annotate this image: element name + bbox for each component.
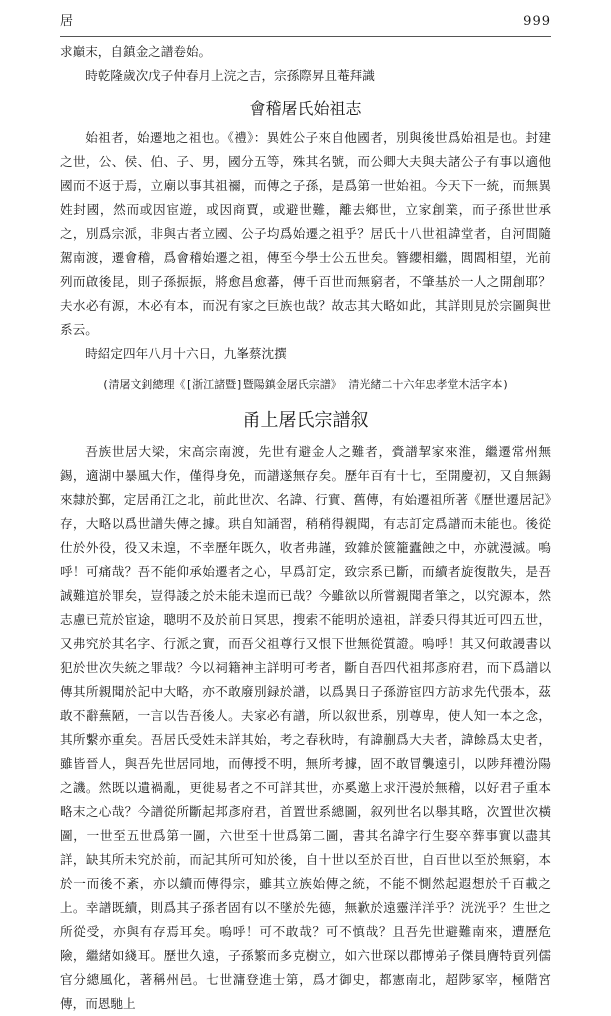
section-body-yongshang: 吾族世居大梁，宋高宗南渡，先世有避金人之難者，賫譜挈家來淮，繼遷常州無錫，適湖中暴風大作，僅得身免，而譜遂無存矣。歷年百有十七，至開慶初，又自無錫來隸於鄞，定居甬江之北，前此世次、名諱、行實、舊傳，有始遷祖所著《歷世遷居記》存，大略以爲世譜失傳之據。珙自知誦習，稍稍得親聞，有志訂定爲譜而未能也。後從仕於外役，役又未遑，不幸歷年既久，收者弗謹，致雜於篋籠蠹蝕之中，亦就漫滅。嗚呼！可痛哉？吾不能仰承始遷者之心，早爲訂定，致宗系已斷，而續者旋復散失，是吾誠難逭於罪矣，豈得諉之於未能未遑而已哉？今雖欲以所嘗親聞者筆之，以究源本，然志慮已荒於宦途，聰明不及於前日冥思，搜索不能明於遠祖，詳委只得其近可四五世，又弗究於其名字、行派之實，而吾父祖尊行又恨下世無從質證。嗚呼！其又何敢謾書以犯於世次失統之罪哉？今以祠籍神主詳明可考者，斷自吾四代祖邦彥府君，而下爲譜以傳其所親聞於記中大略，亦不敢廢別録於譜，以爲異日子孫游宦四方訪求先代張本，茲敢不辭蕪陋，一言以告吾後人。夫家必有譜，所以叙世系，別尊卑，使人知一本之念，其所繫亦重矣。吾居氏受姓未詳其始，考之春秋時，有諱蒯爲大夫者，諱餘爲太史者，雖皆晉人，與吾先世居同地，而傳授不明，無所考據，固不敢冒襲遠引，以陟拜禮汾陽之譏。然既以遺禍亂，更徙易者之不可詳其世，亦奚邀上求汗漫於無稽，以好君子重本略末之心哉？今譜從所斷起邦彥府君，首置世系總圖，叙列世名以舉其略，次置世次橫圖，一世至五世爲第一圖，六世至十世爲第二圖，書其名諱字行生娶卒葬事實以盡其詳，缺其所未究於前，而記其所可知於後，自十世以至於百世，自百世以至於無窮，本於一而後不紊，亦以續而傳得宗，雖其立族始傳之統，不能不惻然起遐想於千百載之上。幸譜既續，則爲其子孫者固有以不墜於先德，無歉於遠靈洋洋乎？洸洸乎？生世之所從受，亦與有存焉耳矣。嗚呼！可不敢哉？可不慎哉？且吾先世避難南來，遭歷危險，繼緒如綫耳。歷世久遠，子孫繁而多克樹立，如六世琛以郡博弟子傑員膺特貢列儒官分總風化，著稱州邑。七世滽登進士第，爲才御史，都憲南北，超陟冢宰，極階宮傳，而恩馳上 — [60, 444, 551, 1011]
section-title-yongshang: 甬上屠氏宗譜叙 — [242, 410, 369, 431]
content — [60, 40, 551, 1016]
section-signature-kuaiji: 時紹定四年八月十六日，九峯蔡沈撰 — [85, 346, 287, 361]
preceding-text-tail: 求巔末，自鎮金之譜卷始。 — [60, 44, 212, 59]
section-title-kuaiji: 會稽屠氏始祖志 — [249, 99, 362, 118]
preface-signature: 時乾隆歲次戊子仲春月上浣之吉，宗孫際昇且菴拜識 — [85, 68, 375, 83]
running-head-title: 居 — [60, 14, 74, 29]
section-body-kuaiji: 始祖者，始遷地之祖也。《禮》：異姓公子來自他國者，別與後世爲始祖是也。封建之世，公、侯、伯、子、男，國分五等，殊其名號，而公卿大夫與夫諸公子有事以適他國而不返于焉，立廟以事其祖禰，而傳之子孫，是爲第一世始祖。今天下一統，而無異姓封國，然而或因宦遊，或因商賈，或避世難，離去鄉世，立家創業，而子孫世世承之，別爲宗派，非與古者立國、公子均爲始遷之祖乎？居氏十八世祖諱堂者，自河間隨駕南渡，遷會稽，爲會稽始遷之祖，傳至今學士公五世矣。簪纓相繼，閭閻相望，光前列而啟後昆，則子孫振振，將愈昌愈蕃，傳千百世而無窮者，不肇基於一人之開創耶？夫水必有源，木必有本，而況有家之巨族也哉？故志其大略如此，其詳則見於宗圖與世系云。 — [60, 130, 551, 337]
page-number: 999 — [523, 14, 551, 29]
source-citation: (清屠文釗總理《[浙江諸暨]暨陽鎮金屠氏宗譜》 清光緒二十六年忠孝堂木活字本) — [101, 378, 510, 391]
running-head — [60, 6, 551, 37]
